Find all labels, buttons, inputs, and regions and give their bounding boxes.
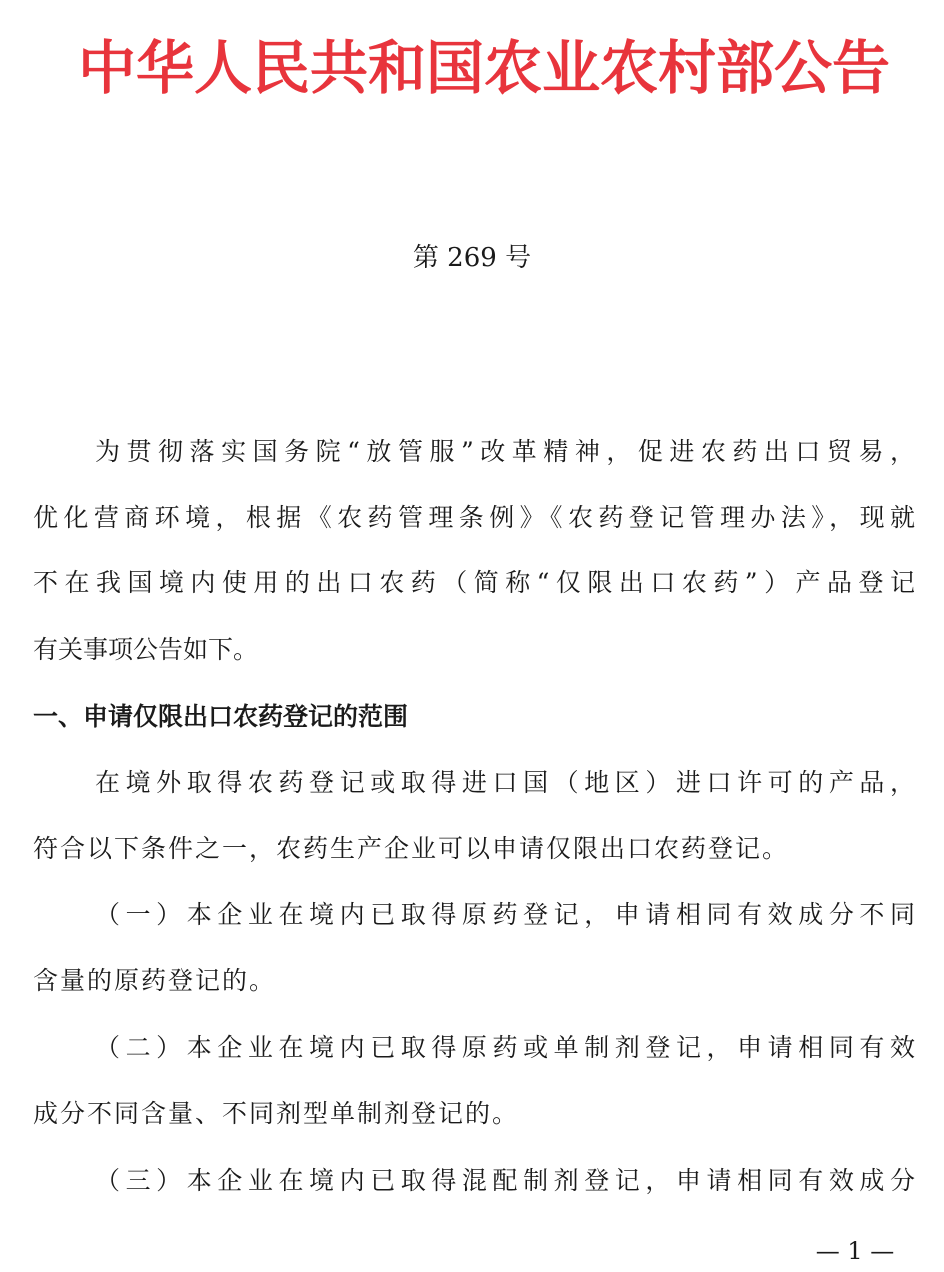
document-number: 第 269 号 [412,243,532,273]
item-line: （三）本企业在境内已取得混配制剂登记，申请相同有效成分 [95,1166,915,1195]
page-number: — 1 — [815,1237,895,1265]
item-line: （二）本企业在境内已取得原药或单制剂登记，申请相同有效 [95,1033,915,1062]
section-heading: 一、申请仅限出口农药登记的范围 [33,702,409,731]
intro-line: 为贯彻落实国务院“放管服”改革精神，促进农药出口贸易， [95,437,915,466]
intro-line: 有关事项公告如下。 [33,635,259,664]
item-line: 含量的原药登记的。 [33,966,277,995]
document-title: 中华人民共和国农业农村部公告 [78,34,891,102]
intro-line: 优化营商环境，根据《农药管理条例》《农药登记管理办法》，现就 [33,503,915,532]
intro-line: 不在我国境内使用的出口农药（简称“仅限出口农药”）产品登记 [33,568,915,597]
paragraph-line: 符合以下条件之一，农药生产企业可以申请仅限出口农药登记。 [33,834,790,863]
item-line: 成分不同含量、不同剂型单制剂登记的。 [33,1099,520,1128]
item-line: （一）本企业在境内已取得原药登记，申请相同有效成分不同 [95,900,915,929]
paragraph-line: 在境外取得农药登记或取得进口国（地区）进口许可的产品， [95,768,915,797]
